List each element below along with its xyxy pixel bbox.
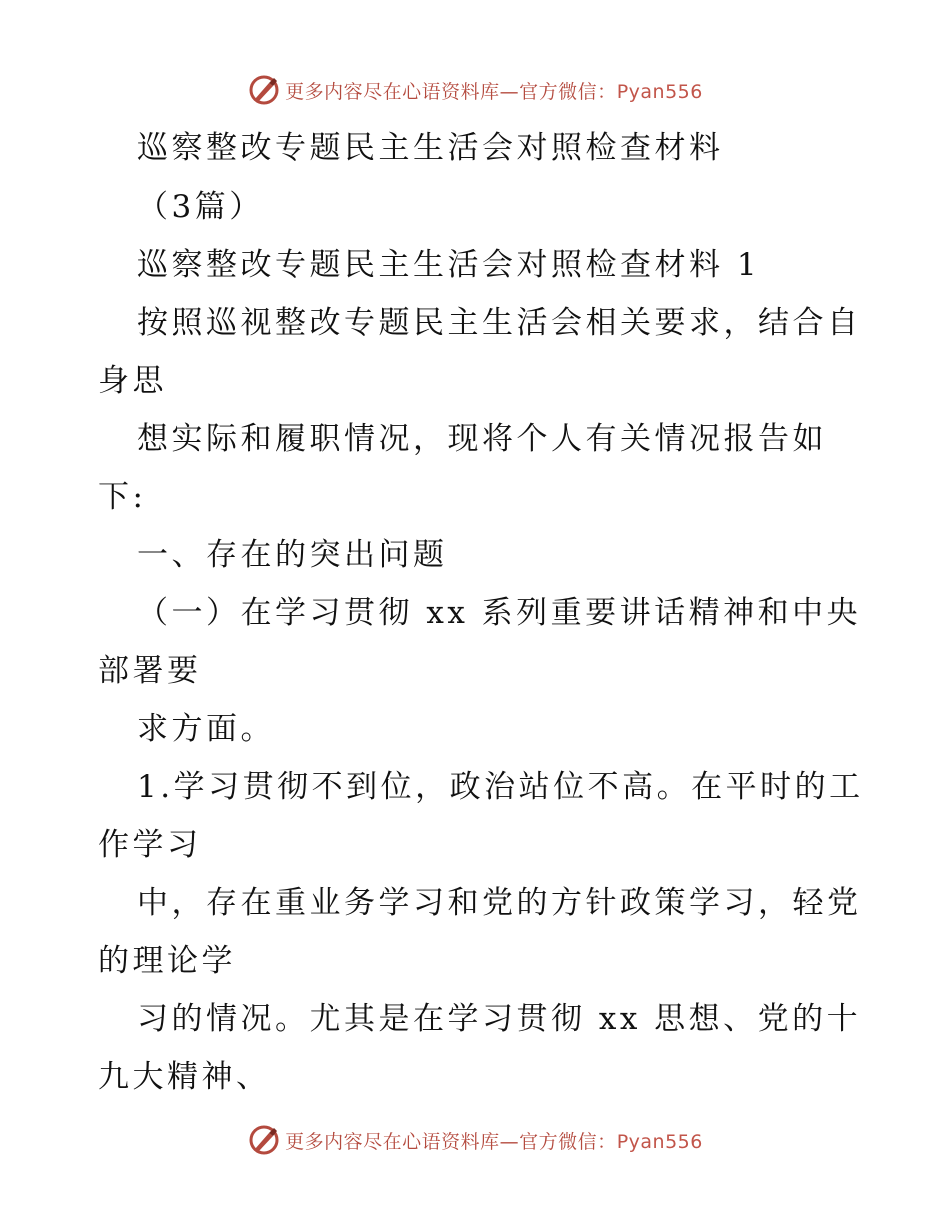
footer-watermark: [0, 1120, 950, 1160]
paragraph-line: 身思: [98, 363, 167, 399]
watermark-wechat-id: Pyan556: [616, 80, 703, 103]
watermark-text: [285, 1127, 703, 1154]
pen-logo-icon: [247, 73, 281, 107]
paragraph-line: 想实际和履职情况，现将个人有关情况报告如: [137, 421, 827, 457]
paragraph-line: 九大精神、: [98, 1059, 271, 1095]
paragraph-line: 1.学习贯彻不到位，政治站位不高。在平时的工: [137, 769, 864, 805]
document-subtitle: （3篇）: [137, 189, 264, 225]
watermark-wechat-label: 官方微信：: [519, 1130, 617, 1153]
paragraph-line: 部署要: [98, 653, 202, 689]
paragraph-line: 下:: [98, 479, 147, 515]
paragraph-line: 作学习: [98, 827, 202, 863]
paragraph-line: 中，存在重业务学习和党的方针政策学习，轻党: [137, 885, 862, 921]
watermark-text: [285, 77, 703, 104]
paragraph-line: 的理论学: [98, 943, 236, 979]
paragraph-line: 习的情况。尤其是在学习贯彻 xx 思想、党的十: [137, 1001, 862, 1037]
header-watermark: [0, 70, 950, 110]
pen-logo-icon: [247, 1123, 281, 1157]
watermark-brand: 更多内容尽在心语资料库—: [285, 1130, 520, 1153]
paragraph-line: 按照巡视整改专题民主生活会相关要求，结合自: [137, 305, 862, 341]
paragraph-line: 求方面。: [137, 711, 275, 747]
section-heading: 一、存在的突出问题: [137, 537, 448, 573]
paragraph-line: （一）在学习贯彻 xx 系列重要讲话精神和中央: [137, 595, 862, 631]
document-title: 巡察整改专题民主生活会对照检查材料: [137, 130, 724, 166]
watermark-brand: 更多内容尽在心语资料库—: [285, 80, 520, 103]
watermark-wechat-id: Pyan556: [616, 1130, 703, 1153]
section-heading: 巡察整改专题民主生活会对照检查材料 1: [137, 247, 761, 283]
watermark-wechat-label: 官方微信：: [519, 80, 617, 103]
